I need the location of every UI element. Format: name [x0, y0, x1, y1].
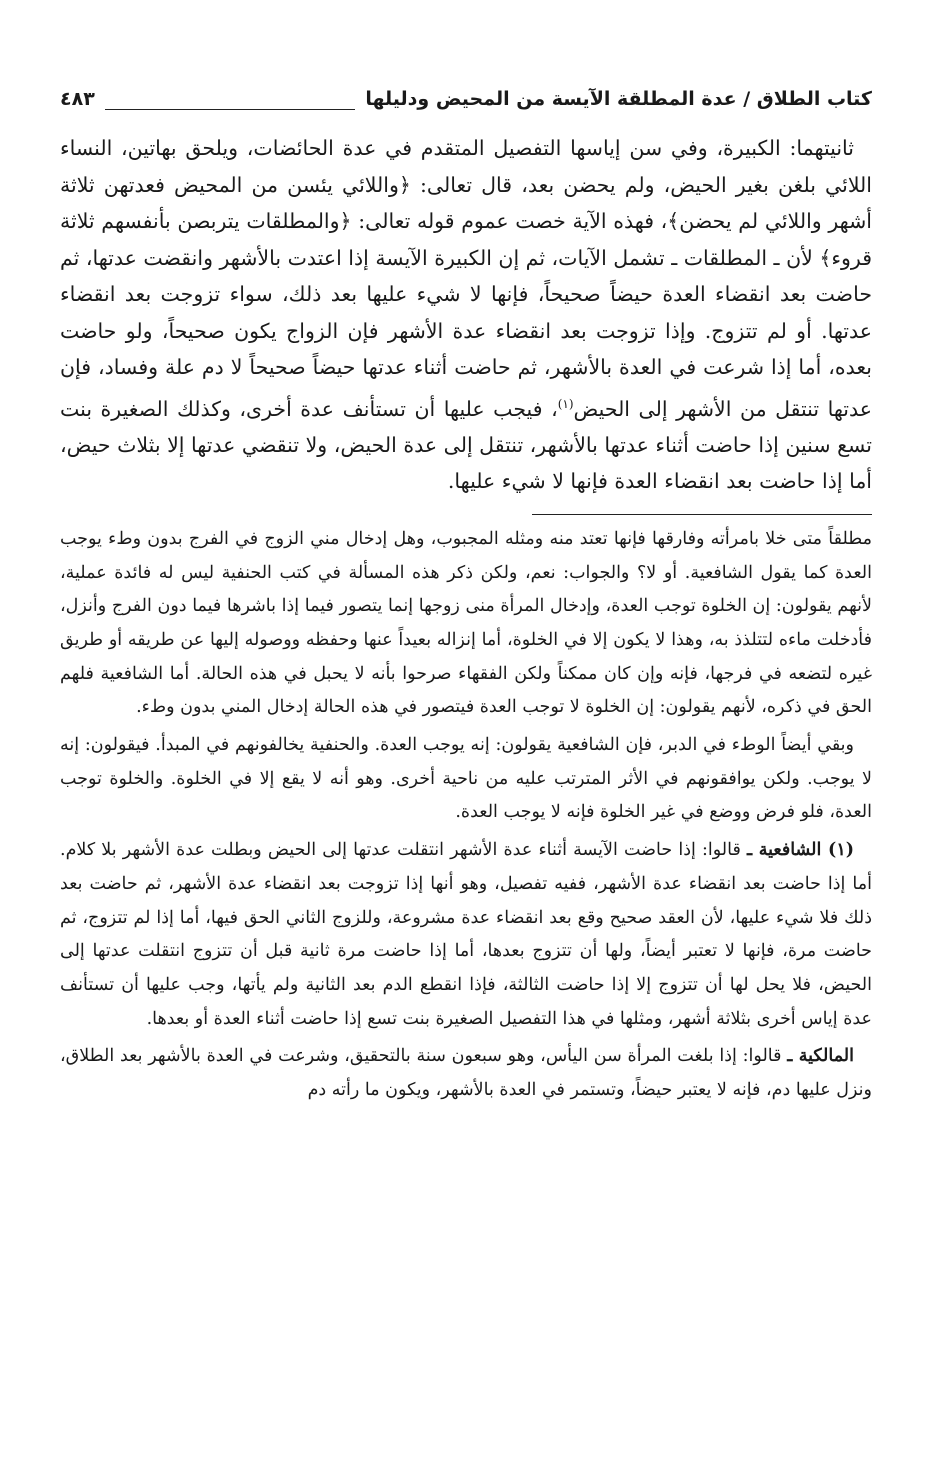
book-page — [60, 88, 872, 1112]
main-paragraph-part-1: ثانيتهما: الكبيرة، وفي سن إياسها التفصيل المتقدم في عدة الحائضات، ويلحق بهاتين، النساء اللائي بلغن بغير الحيض، ولم يحضن بعد، قال تعالى: ﴿واللائي يئسن من المحيض فعدتهن ثلاثة أشهر واللائي لم يحضن﴾، فهذه الآية خصت عموم قوله تعالى: ﴿والمطلقات يتربصن بأنفسهم ثلاثة قروء﴾ لأن ـ المطلقات ـ تشمل الآيات، ثم إن الكبيرة الآيسة إذا اعتدت بالأشهر وانقضت عدتها، ثم حاضت بعد انقضاء العدة حيضاً صحيحاً، فإنها لا شيء عليها بعد ذلك، سواء تزوجت بعد انقضاء عدتها. أو لم تتزوج. وإذا تزوجت بعد انقضاء عدة الأشهر فإن الزواج يكون صحيحاً، ولو حاضت بعده، أما إذا شرعت في العدة بالأشهر، ثم حاضت أثناء عدتها حيضاً صحيحاً لا دم علة وفساد، فإن عدتها تنتقل من الأشهر إلى الحيض — [60, 136, 872, 421]
footnote-shafii-text: قالوا: إذا حاضت الآيسة أثناء عدة الأشهر انتقلت عدتها إلى الحيض وبطلت عدة الأشهر بلا كلام. أما إذا حاضت بعد انقضاء عدة الأشهر، ففيه تفصيل، وهو أنها إذا تزوجت بعد انقضاء عدة الأشهر، ثم حاضت بعد ذلك فلا شيء عليها، لأن العقد صحيح وقع بعد انقضاء عدة مشروعة، وللزوج الثاني الحق فيها، أما إذا لم تتزوج، ثم حاضت مرة، فإنها لا تعتبر أيضاً، ولها أن تتزوج بعدها، أما إذا حاضت مرة ثانية قبل أن تتزوج انتقلت عدتها إلى الحيض، فلا يحل لها أن تتزوج إلا إذا حاضت الثالثة، فإذا انقطع الدم بعد الثانية ولم يأتها، وجب عليها أن تستأنف عدة إياس أخرى بثلاثة أشهر، ومثلها في هذا التفصيل الصغيرة بنت تسع إذا حاضت أثناء العدة أو بعدها. — [60, 840, 872, 1029]
footnote-continued: مطلقاً متى خلا بامرأته وفارقها فإنها تعتد منه ومثله المجبوب، وهل إدخال مني الزوج في الفرج بدون وطء يوجب العدة كما يقول الشافعية. أو لا؟ والجواب: نعم، ولكن ذكر هذه المسألة في كتب الحنفية ليس له فائدة عملية، لأنهم يقولون: إن الخلوة توجب العدة، وإدخال المرأة منى زوجها إنما يتصور فيما إذا باشرها فيما دون الفرج وأنزل، فأدخلت ماءه لتتلذذ به، وهذا لا يكون إلا في الخلوة، أما إنزاله بعيداً عنها وحفظه ووصوله إليها عن طريقه أو طريق غيره لتضعه في فرجها، فإنه وإن كان ممكناً ولكن الفقهاء صرحوا بأنه لا يحبل في هذه الحالة. أما الشافعية فلهم الحق في ذكره، لأنهم يقولون: إن الخلوة لا توجب العدة فيتصور في هذه الحالة إدخال المني بدون وطء. — [60, 528, 872, 718]
footnote-reference[interactable]: (١) — [557, 396, 574, 411]
running-header — [60, 88, 872, 130]
main-paragraph-part-2: ، فيجب عليها أن تستأنف عدة أخرى، وكذلك الصغيرة بنت تسع سنين إذا حاضت أثناء عدتها بالأشهر، تنتقل إلى عدة الحيض، ولا تنقضي عدتها إلا بثلاث حيض، أما إذا حاضت بعد انقضاء العدة فإنها لا شيء عليها. — [60, 396, 872, 494]
footnote-maliki-label: المالكية ـ — [787, 1046, 854, 1067]
footnote-maliki-text: قالوا: إذا بلغت المرأة سن اليأس، وهو سبعون سنة بالتحقيق، وشرعت في العدة بالأشهر بعد الطلاق، ونزل عليها دم، فإنه لا يعتبر حيضاً، وتستمر في العدة بالأشهر، ويكون ما رأته دم — [60, 1046, 872, 1101]
footnote-divider — [532, 514, 872, 515]
header-rule — [105, 109, 356, 110]
main-body-text — [60, 130, 872, 500]
footnote-shafii — [60, 834, 872, 1036]
header-title: كتاب الطلاق / عدة المطلقة الآيسة من المحيض ودليلها — [365, 88, 872, 110]
page-number: ٤٨٣ — [60, 88, 95, 110]
main-paragraph — [60, 130, 872, 500]
footnote-shafii-label: (١) الشافعية ـ — [746, 840, 854, 861]
footnote-maliki — [60, 1040, 872, 1107]
footnotes-section — [60, 523, 872, 1108]
footnote-paragraph: وبقي أيضاً الوطء في الدبر، فإن الشافعية يقولون: إنه يوجب العدة. والحنفية يخالفونهم في المبدأ. فيقولون: إنه لا يوجب. ولكن يوافقونهم في الأثر المترتب عليه من ناحية أخرى. وهو أنه لا يقع إلا في الخلوة. والخلوة توجب العدة، فلو فرض ووضع في غير الخلوة فإنه لا يوجب العدة. — [60, 735, 872, 823]
